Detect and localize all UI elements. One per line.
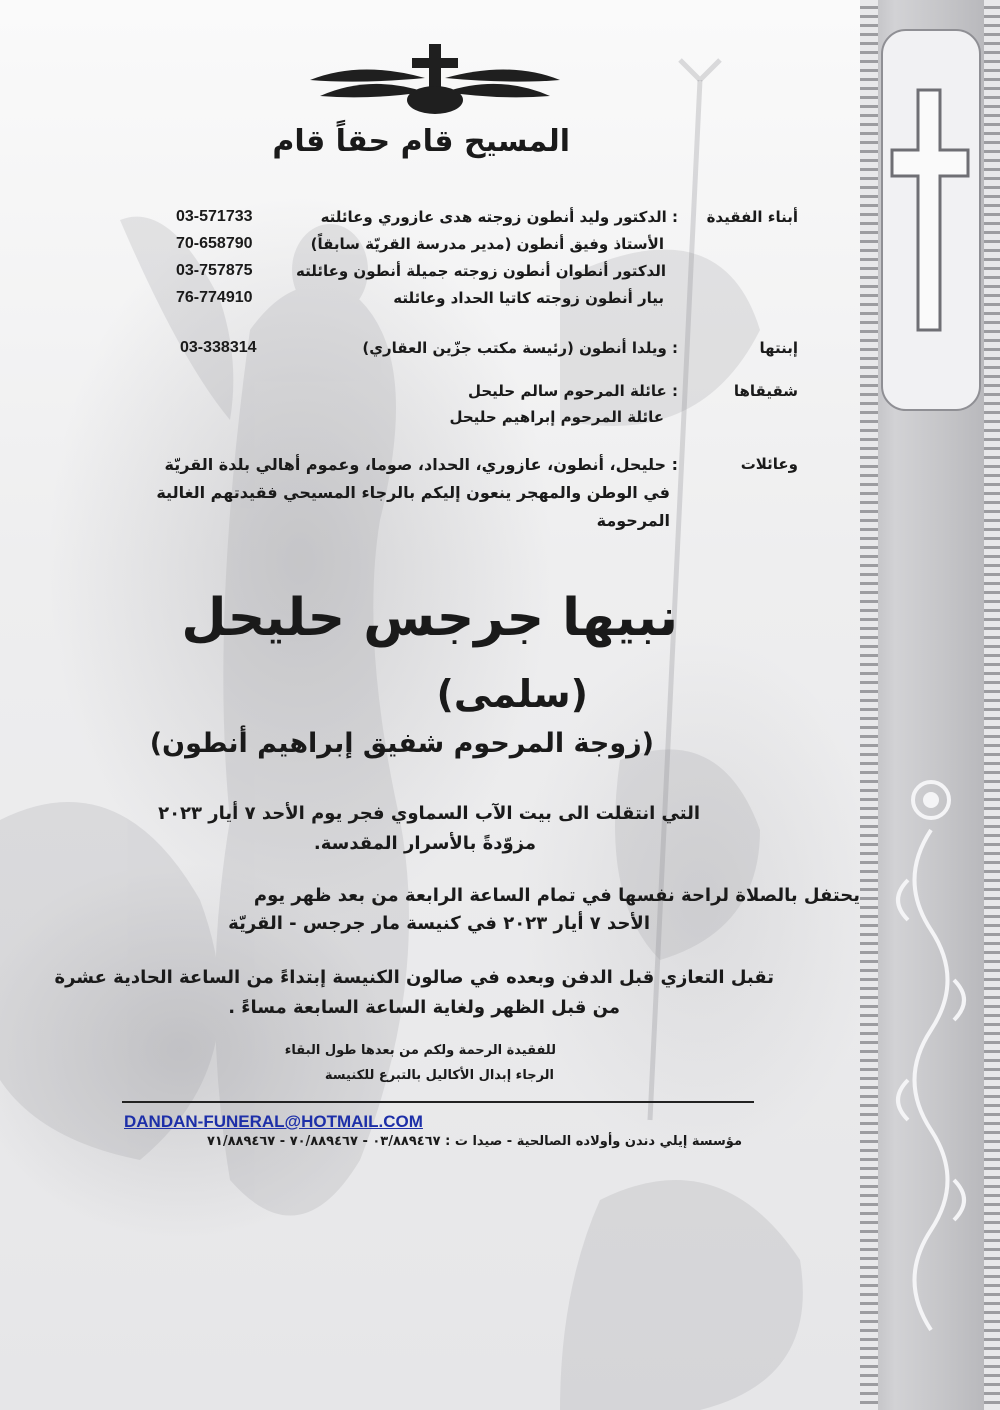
families-line-3: المرحومة <box>596 511 670 530</box>
condolences-line-1: تقبل التعازي قبل الدفن وبعده في صالون الكنيسة إبتداءً من الساعة الحادية عشرة <box>54 967 774 988</box>
cross-icon <box>300 40 570 120</box>
siblings-label: شقيقاها <box>733 382 798 400</box>
sons-phone-3: 03-757875 <box>176 262 253 279</box>
border-ornament <box>878 0 984 1410</box>
deceased-name: نبيها جرجس حليحل <box>181 588 678 648</box>
prayer-line-1: يحتفل بالصلاة لراحة نفسها في تمام الساعة الرابعة من بعد ظهر يوم <box>253 885 860 906</box>
closing-line-2: الرجاء إبدال الأكاليل بالتبرع للكنيسة <box>324 1068 554 1083</box>
passing-line-1: التي انتقلت الى بيت الآب السماوي فجر يوم الأحد ٧ أيار ٢٠٢٣ <box>158 803 700 824</box>
sons-phone-4: 76-774910 <box>176 289 253 306</box>
deceased-nickname: (سلمى) <box>436 672 588 716</box>
decorative-border <box>860 0 1000 1410</box>
sons-entry-1: : الدكتور وليد أنطون زوجته هدى عازوري وعائلته <box>320 208 678 226</box>
daughter-label: إبنتها <box>759 339 798 357</box>
border-edge-right <box>984 0 1000 1410</box>
condolences-line-2: من قبل الظهر ولغاية الساعة السابعة مساءً . <box>228 997 620 1018</box>
sons-entry-2: الأستاذ وفيق أنطون (مدير مدرسة القريّة سابقاً) <box>310 235 664 253</box>
border-edge-left <box>860 0 878 1410</box>
families-label: وعائلات <box>740 455 798 473</box>
families-line-2: في الوطن والمهجر ينعون إليكم بالرجاء المسيحي فقيدتهم الغالية <box>156 483 670 502</box>
sons-entry-4: بيار أنطون زوجته كاتيا الحداد وعائلته <box>393 289 664 307</box>
families-line-1: : حليحل، أنطون، عازوري، الحداد، صوما، وعموم أهالي بلدة القريّة <box>164 455 678 474</box>
sons-phone-2: 70-658790 <box>176 235 253 252</box>
siblings-entry-2: عائلة المرحوم إبراهيم حليحل <box>449 408 664 426</box>
siblings-entry-1: : عائلة المرحوم سالم حليحل <box>467 382 678 400</box>
easter-slogan: المسيح قام حقاً قام <box>272 124 570 159</box>
sons-phone-1: 03-571733 <box>176 208 253 225</box>
daughter-phone: 03-338314 <box>180 339 257 356</box>
closing-line-1: للفقيدة الرحمة ولكم من بعدها طول البقاء <box>284 1043 556 1058</box>
funeral-home-info: مؤسسة إيلي دندن وأولاده الصالحية - صيدا ت : ٠٣/٨٨٩٤٦٧ - ٧٠/٨٨٩٤٦٧ - ٧١/٨٨٩٤٦٧ <box>207 1134 742 1149</box>
daughter-entry: : ويلدا أنطون (رئيسة مكتب جزّين العقاري) <box>362 339 678 357</box>
footer-divider <box>122 1101 754 1103</box>
passing-line-2: مزوّدةً بالأسرار المقدسة. <box>313 833 536 854</box>
prayer-line-2: الأحد ٧ أيار ٢٠٢٣ في كنيسة مار جرجس - القريّة <box>228 913 650 934</box>
deceased-husband: (زوجة المرحوم شفيق إبراهيم أنطون) <box>149 728 654 759</box>
sons-label: أبناء الفقيدة <box>706 208 798 226</box>
sons-entry-3: الدكتور أنطوان أنطون زوجته جميلة أنطون وعائلته <box>296 262 666 280</box>
contact-email-link[interactable]: DANDAN-FUNERAL@HOTMAIL.COM <box>124 1112 423 1131</box>
